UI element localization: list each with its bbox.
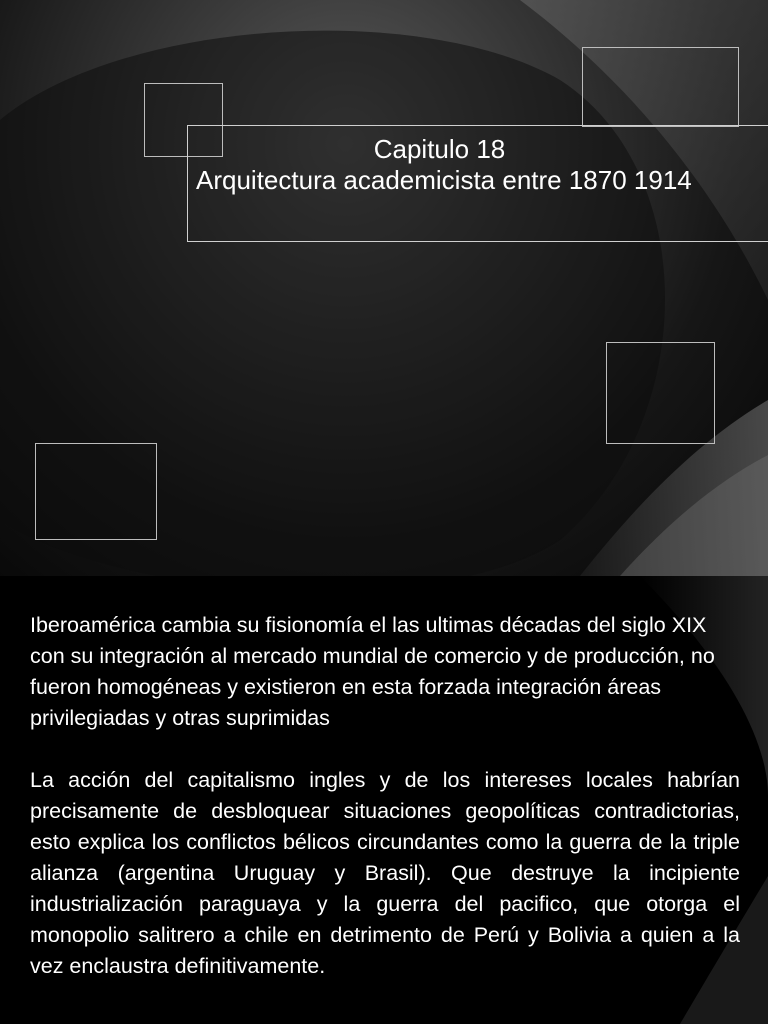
- decorative-square-top-right: [582, 47, 739, 127]
- decorative-square-middle-right: [606, 342, 715, 444]
- title-box: [187, 125, 768, 242]
- paragraph-1: Iberoamérica cambia su fisionomía el las ultimas décadas del siglo XIX con su integración al mercado mundial de comercio y de producción, no fueron homogéneas y existieron en esta forzada integración áreas privilegiadas y otras suprimidas: [30, 613, 715, 730]
- decorative-square-bottom-left: [35, 443, 157, 540]
- text-slide: [0, 576, 768, 1024]
- paragraph-2: La acción del capitalismo ingles y de los intereses locales habrían precisamente de desbloquear situaciones geopolíticas contradictorias, esto explica los conflictos bélicos circundantes como la guerra de la triple alianza (argentina Uruguay y Brasil). Que destruye la incipiente industrialización paraguaya y la guerra del pacifico, que otorga el monopolio salitrero a chile en detrimento de Perú y Bolivia a quien a la vez enclaustra definitivamente.: [30, 768, 740, 978]
- body-text: [30, 610, 740, 1013]
- chapter-title: Capitulo 18: [373, 134, 506, 164]
- chapter-subject: Arquitectura academicista entre 1870 1914: [196, 165, 692, 195]
